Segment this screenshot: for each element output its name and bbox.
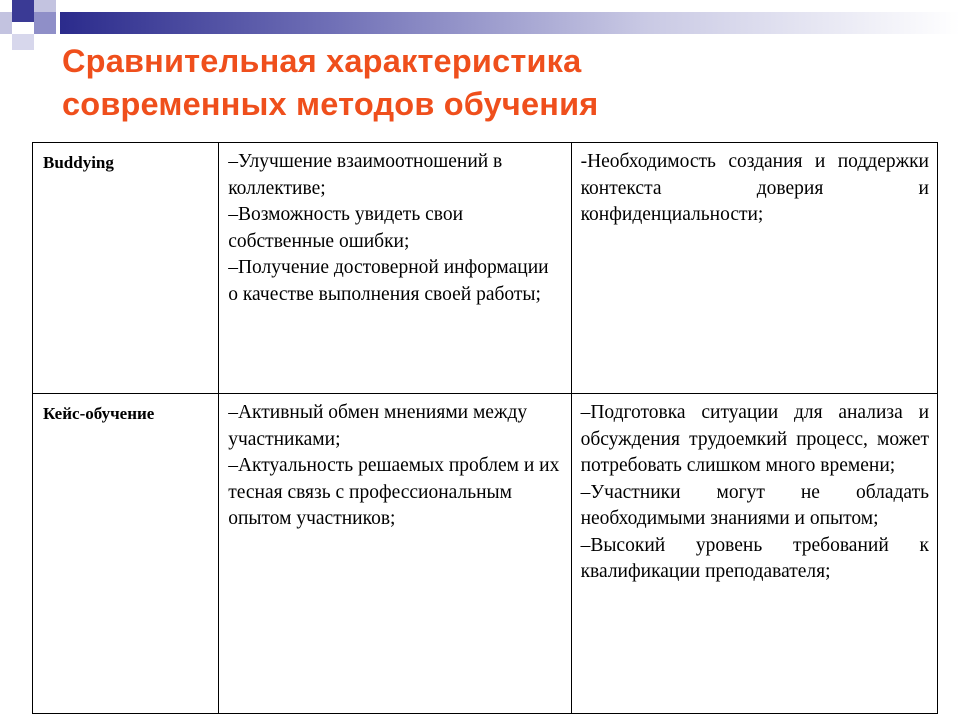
- advantages-cell: [219, 143, 571, 394]
- list-item: -Необходимость создания и поддержки контекста доверия и конфиденциальности;: [580, 151, 929, 225]
- advantages-cell: [219, 394, 571, 714]
- list-item: –Активный обмен мнениями между участниками;: [228, 402, 528, 450]
- decor-square-light: [12, 34, 34, 50]
- title-line-2: современных методов обучения: [62, 86, 599, 122]
- table-row: [33, 394, 938, 714]
- list-item: –Улучшение взаимоотношений в коллективе;: [228, 151, 503, 199]
- table-row: [33, 143, 938, 394]
- decor-square-light: [34, 0, 56, 12]
- method-cell: Кейс-обучение: [33, 394, 219, 714]
- comparison-table: [32, 142, 938, 714]
- decor-square-light: [0, 12, 12, 34]
- list-item: –Высокий уровень требований к квалификации преподавателя;: [580, 534, 929, 582]
- list-item: –Возможность увидеть свои собственные ошибки;: [228, 204, 464, 252]
- disadvantages-cell: [571, 143, 937, 394]
- decor-square-mid: [34, 12, 56, 34]
- page-title: [62, 40, 598, 126]
- list-item: –Получение достоверной информации о качестве выполнения своей работы;: [228, 257, 549, 305]
- title-line-1: Сравнительная характеристика: [62, 43, 582, 79]
- list-item: –Актуальность решаемых проблем и их тесная связь с профессиональным опытом участников;: [228, 455, 560, 529]
- list-item: –Участники могут не обладать необходимыми знаниями и опытом;: [580, 481, 929, 529]
- disadvantages-cell: [571, 394, 937, 714]
- method-cell: Buddying: [33, 143, 219, 394]
- decor-square-dark: [12, 0, 34, 22]
- list-item: –Подготовка ситуации для анализа и обсуждения трудоемкий процесс, может потребовать слишком много времени;: [580, 402, 929, 476]
- header-gradient-bar: [60, 12, 960, 34]
